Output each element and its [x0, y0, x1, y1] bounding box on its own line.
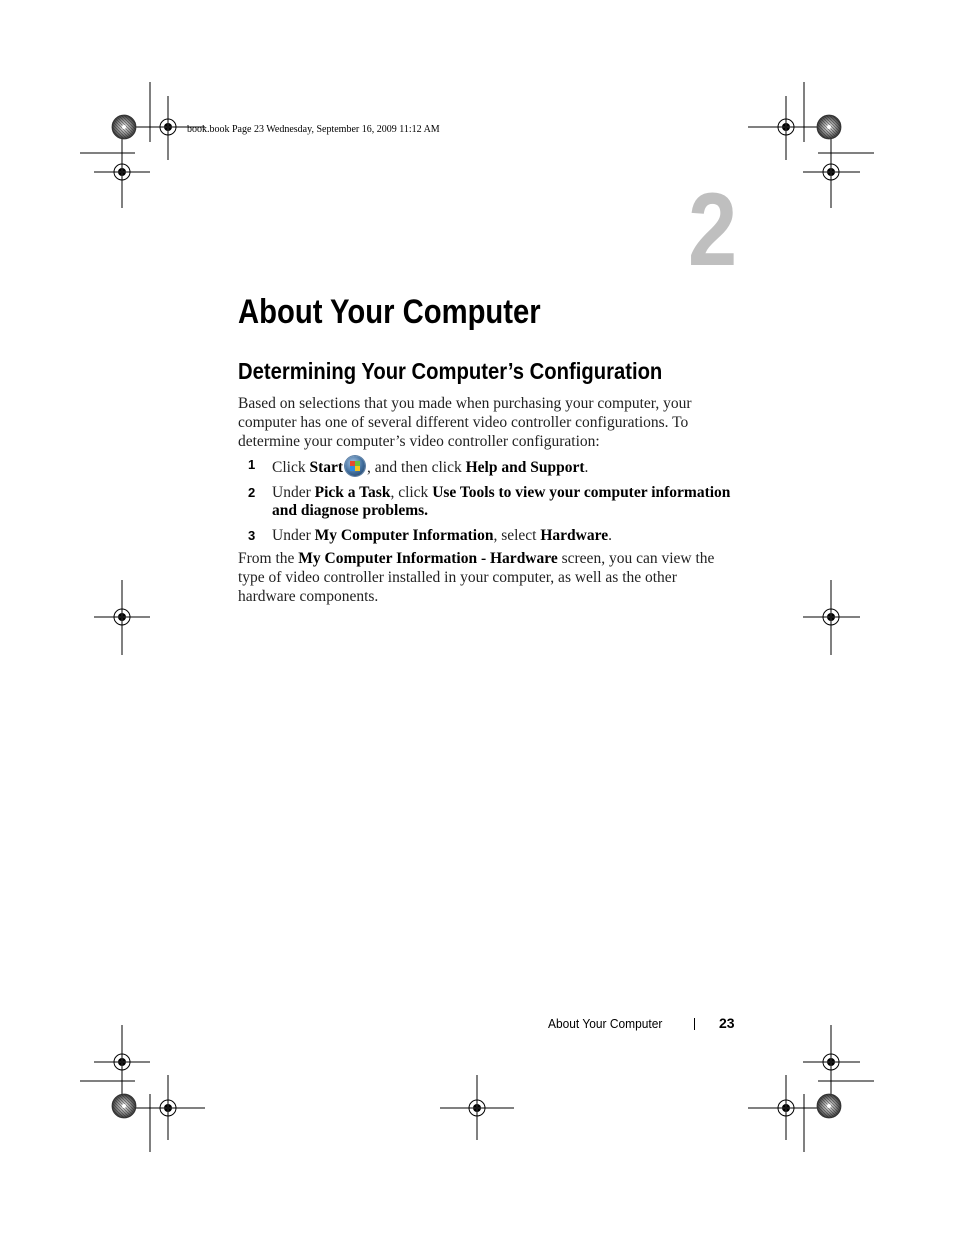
- help-and-support-label: Help and Support: [465, 459, 585, 476]
- footer-divider: [694, 1018, 695, 1030]
- closing-text: screen, you can view the type of video controller installed in your computer, as well as the other hardware components.: [238, 550, 715, 605]
- step-item: [238, 484, 738, 520]
- chapter-number: 2: [688, 172, 736, 288]
- step-text: .: [608, 527, 612, 544]
- pick-a-task-label: Pick a Task: [314, 484, 391, 501]
- step-text: Under: [272, 484, 315, 501]
- start-label: Start: [309, 459, 344, 476]
- my-computer-information-label: My Computer Information: [314, 527, 494, 544]
- section-heading: Determining Your Computer’s Configuration: [238, 358, 663, 384]
- windows-start-orb-icon: [345, 456, 365, 476]
- step-item: [238, 456, 738, 477]
- step-text: .: [584, 459, 589, 476]
- step-text: Click: [272, 459, 310, 476]
- step-text: , select: [493, 527, 541, 544]
- page-number: 23: [719, 1015, 735, 1031]
- step-text: Under: [272, 527, 315, 544]
- step-text: , click: [390, 484, 433, 501]
- closing-text: From the: [238, 550, 299, 567]
- use-tools-label: Use Tools to view your computer information and diagnose problems.: [272, 484, 731, 519]
- step-number: 2: [248, 485, 256, 500]
- print-slug: book.book Page 23 Wednesday, September 16, 2009 11:12 AM: [187, 124, 440, 135]
- steps-list: [238, 456, 738, 552]
- screen-name-label: My Computer Information - Hardware: [298, 550, 558, 567]
- step-text: , and then click: [367, 459, 466, 476]
- step-item: [238, 527, 738, 545]
- step-number: 1: [248, 457, 256, 472]
- chapter-title: About Your Computer: [238, 293, 541, 331]
- intro-paragraph: Based on selections that you made when purchasing your computer, your computer has one of several different video controller configurations. To determine your computer’s video controller configuration:: [238, 395, 692, 450]
- step-number: 3: [248, 528, 256, 543]
- hardware-label: Hardware: [540, 527, 609, 544]
- closing-paragraph: [238, 549, 728, 606]
- running-footer-title: About Your Computer: [548, 1016, 663, 1031]
